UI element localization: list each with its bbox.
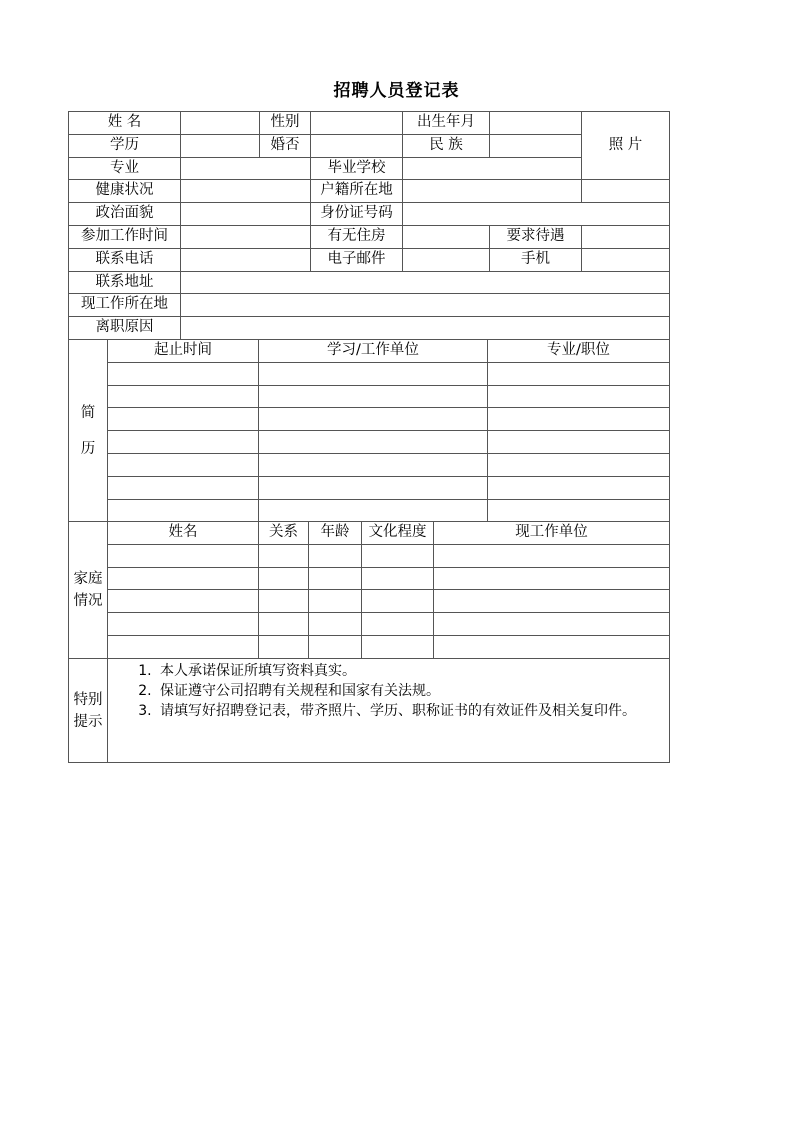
field-email[interactable] (403, 248, 490, 271)
family-cell[interactable] (362, 567, 434, 590)
family-cell[interactable] (309, 590, 362, 613)
col-family-workplace: 现工作单位 (434, 522, 670, 545)
basic-info-table (68, 111, 670, 340)
resume-cell[interactable] (259, 499, 488, 522)
field-marital[interactable] (311, 134, 403, 157)
table-row (69, 248, 670, 271)
label-gender: 性别 (260, 112, 311, 135)
label-phone: 联系电话 (69, 248, 181, 271)
col-age: 年龄 (309, 522, 362, 545)
col-position: 专业/职位 (488, 340, 670, 363)
label-address: 联系地址 (69, 271, 181, 294)
notes-label-text: 特别提示 (73, 691, 103, 730)
label-email: 电子邮件 (311, 248, 403, 271)
page-title: 招聘人员登记表 (333, 81, 460, 101)
field-mobile[interactable] (582, 248, 670, 271)
family-cell[interactable] (108, 567, 259, 590)
field-political[interactable] (181, 203, 311, 226)
table-row (69, 499, 670, 522)
table-row (69, 408, 670, 431)
table-row (69, 203, 670, 226)
family-cell[interactable] (309, 613, 362, 636)
field-leave-reason[interactable] (181, 317, 670, 340)
label-education: 学历 (69, 134, 181, 157)
family-label-text: 家庭情况 (73, 570, 103, 609)
field-hukou-extra[interactable] (582, 180, 670, 203)
family-label (69, 522, 108, 659)
field-birth[interactable] (490, 112, 582, 135)
family-cell[interactable] (309, 635, 362, 658)
family-cell[interactable] (259, 567, 309, 590)
col-family-name: 姓名 (108, 522, 259, 545)
table-row (69, 659, 670, 763)
resume-cell[interactable] (488, 431, 670, 454)
label-mobile: 手机 (490, 248, 582, 271)
field-work-start[interactable] (181, 225, 311, 248)
label-birth: 出生年月 (403, 112, 490, 135)
field-housing[interactable] (403, 225, 490, 248)
family-cell[interactable] (108, 590, 259, 613)
family-cell[interactable] (434, 567, 670, 590)
label-major: 专业 (69, 157, 181, 180)
table-row (69, 112, 670, 135)
note-item: 2. 保证遵守公司招聘有关规程和国家有关法规。 (156, 681, 665, 701)
label-marital: 婚否 (260, 134, 311, 157)
family-cell[interactable] (434, 613, 670, 636)
label-school: 毕业学校 (311, 157, 403, 180)
family-cell[interactable] (362, 613, 434, 636)
field-address[interactable] (181, 271, 670, 294)
family-cell[interactable] (434, 590, 670, 613)
family-cell[interactable] (259, 590, 309, 613)
resume-cell[interactable] (259, 408, 488, 431)
family-cell[interactable] (259, 613, 309, 636)
family-cell[interactable] (108, 635, 259, 658)
table-row (69, 294, 670, 317)
field-id-number[interactable] (403, 203, 670, 226)
field-major[interactable] (181, 157, 311, 180)
table-row (69, 544, 670, 567)
label-ethnicity: 民 族 (403, 134, 490, 157)
family-cell[interactable] (309, 544, 362, 567)
resume-cell[interactable] (488, 385, 670, 408)
resume-cell[interactable] (488, 408, 670, 431)
resume-cell[interactable] (108, 431, 259, 454)
table-row (69, 590, 670, 613)
family-cell[interactable] (309, 567, 362, 590)
resume-cell[interactable] (259, 362, 488, 385)
resume-label-1: 简 (80, 404, 96, 421)
label-work-start: 参加工作时间 (69, 225, 181, 248)
label-political: 政治面貌 (69, 203, 181, 226)
table-row (69, 340, 670, 363)
family-cell[interactable] (108, 544, 259, 567)
table-row (69, 362, 670, 385)
resume-cell[interactable] (488, 362, 670, 385)
table-row (69, 385, 670, 408)
field-education[interactable] (181, 134, 260, 157)
resume-cell[interactable] (259, 476, 488, 499)
family-cell[interactable] (434, 544, 670, 567)
field-ethnicity[interactable] (490, 134, 582, 157)
table-row (69, 476, 670, 499)
resume-cell[interactable] (259, 385, 488, 408)
label-name: 姓 名 (69, 112, 181, 135)
col-unit: 学习/工作单位 (259, 340, 488, 363)
field-school[interactable] (403, 157, 582, 180)
label-leave-reason: 离职原因 (69, 317, 181, 340)
note-item: 1. 本人承诺保证所填写资料真实。 (156, 661, 665, 681)
field-gender[interactable] (311, 112, 403, 135)
label-id-number: 身份证号码 (311, 203, 403, 226)
table-row (69, 317, 670, 340)
label-salary: 要求待遇 (490, 225, 582, 248)
family-cell[interactable] (259, 635, 309, 658)
label-hukou: 户籍所在地 (311, 180, 403, 203)
resume-cell[interactable] (108, 362, 259, 385)
table-row (69, 157, 670, 180)
photo-box[interactable]: 照 片 (582, 112, 670, 180)
family-cell[interactable] (259, 544, 309, 567)
col-period: 起止时间 (108, 340, 259, 363)
resume-table (68, 339, 670, 522)
field-hukou[interactable] (403, 180, 582, 203)
resume-cell[interactable] (108, 385, 259, 408)
field-health[interactable] (181, 180, 311, 203)
resume-cell[interactable] (108, 476, 259, 499)
field-workplace[interactable] (181, 294, 670, 317)
resume-cell[interactable] (108, 499, 259, 522)
resume-cell[interactable] (488, 476, 670, 499)
label-health: 健康状况 (69, 180, 181, 203)
notes-content (108, 659, 670, 763)
table-row (69, 522, 670, 545)
label-workplace: 现工作所在地 (69, 294, 181, 317)
table-row (69, 613, 670, 636)
resume-cell[interactable] (108, 408, 259, 431)
resume-cell[interactable] (259, 453, 488, 476)
table-row (69, 180, 670, 203)
table-row (69, 134, 670, 157)
resume-cell[interactable] (259, 431, 488, 454)
family-cell[interactable] (362, 590, 434, 613)
field-name[interactable] (181, 112, 260, 135)
family-cell[interactable] (362, 635, 434, 658)
table-row (69, 453, 670, 476)
family-cell[interactable] (362, 544, 434, 567)
family-table (68, 521, 670, 659)
resume-label-2: 历 (80, 440, 96, 457)
col-relation: 关系 (259, 522, 309, 545)
label-housing: 有无住房 (311, 225, 403, 248)
resume-label (69, 340, 108, 522)
notes-table (68, 658, 670, 763)
table-row (69, 225, 670, 248)
resume-cell[interactable] (108, 453, 259, 476)
field-phone[interactable] (181, 248, 311, 271)
notes-list (132, 661, 665, 721)
table-row (69, 431, 670, 454)
table-row (69, 567, 670, 590)
note-item: 3. 请填写好招聘登记表，带齐照片、学历、职称证书的有效证件及相关复印件。 (156, 701, 665, 721)
notes-label (69, 659, 108, 763)
resume-cell[interactable] (488, 499, 670, 522)
resume-cell[interactable] (488, 453, 670, 476)
table-row (69, 635, 670, 658)
family-cell[interactable] (108, 613, 259, 636)
field-salary[interactable] (582, 225, 670, 248)
family-cell[interactable] (434, 635, 670, 658)
table-row (69, 271, 670, 294)
col-education: 文化程度 (362, 522, 434, 545)
